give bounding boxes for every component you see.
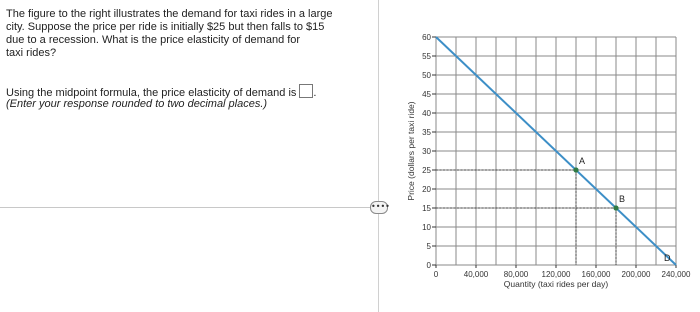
question-line-1: The figure to the right illustrates the demand for taxi rides in a large (6, 8, 333, 20)
x-tick-label: 40,000 (463, 270, 489, 279)
x-tick-label: 120,000 (541, 270, 571, 279)
y-tick-label: 15 (422, 204, 431, 213)
question-line-2: city. Suppose the price per ride is initially $25 but then falls to $15 (6, 21, 325, 33)
y-tick-label: 10 (422, 223, 431, 232)
y-tick-label: 55 (422, 52, 431, 61)
y-tick-label: 30 (422, 147, 431, 156)
x-tick-label: 160,000 (581, 270, 611, 279)
y-tick-label: 40 (422, 109, 431, 118)
x-tick-label: 0 (433, 270, 439, 279)
y-tick-label: 45 (422, 90, 431, 99)
answer-input[interactable] (299, 84, 313, 98)
answer-prompt: Using the midpoint formula, the price elasticity of demand is (6, 87, 297, 99)
question-text (6, 8, 358, 60)
y-tick-label: 50 (422, 71, 431, 80)
demand-chart (405, 28, 700, 312)
y-tick-label: 35 (422, 128, 431, 137)
y-tick-label: 20 (422, 185, 431, 194)
y-tick-label: 25 (422, 166, 431, 175)
point-label-a: A (579, 156, 586, 166)
data-point-a (573, 167, 578, 172)
y-tick-label: 0 (426, 261, 431, 270)
panel-divider (0, 207, 378, 208)
y-axis-title: Price (dollars per taxi ride) (406, 101, 416, 201)
answer-period: . (313, 87, 317, 99)
point-label-b: B (619, 194, 626, 204)
x-tick-label: 80,000 (503, 270, 529, 279)
x-tick-label: 200,000 (621, 270, 651, 279)
data-point-b (613, 205, 618, 210)
demand-label: D (664, 253, 671, 263)
y-tick-label: 5 (426, 242, 431, 251)
question-line-4: taxi rides? (6, 47, 57, 59)
y-tick-label: 60 (422, 33, 431, 42)
question-line-3: due to a recession. What is the price elasticity of demand for (6, 34, 301, 46)
panel-vertical-divider (378, 0, 379, 312)
expand-more-button[interactable]: •••• (370, 201, 388, 214)
x-axis-title: Quantity (taxi rides per day) (503, 279, 609, 289)
x-tick-label: 240,000 (661, 270, 691, 279)
answer-hint: (Enter your response rounded to two decimal places.) (6, 98, 268, 110)
